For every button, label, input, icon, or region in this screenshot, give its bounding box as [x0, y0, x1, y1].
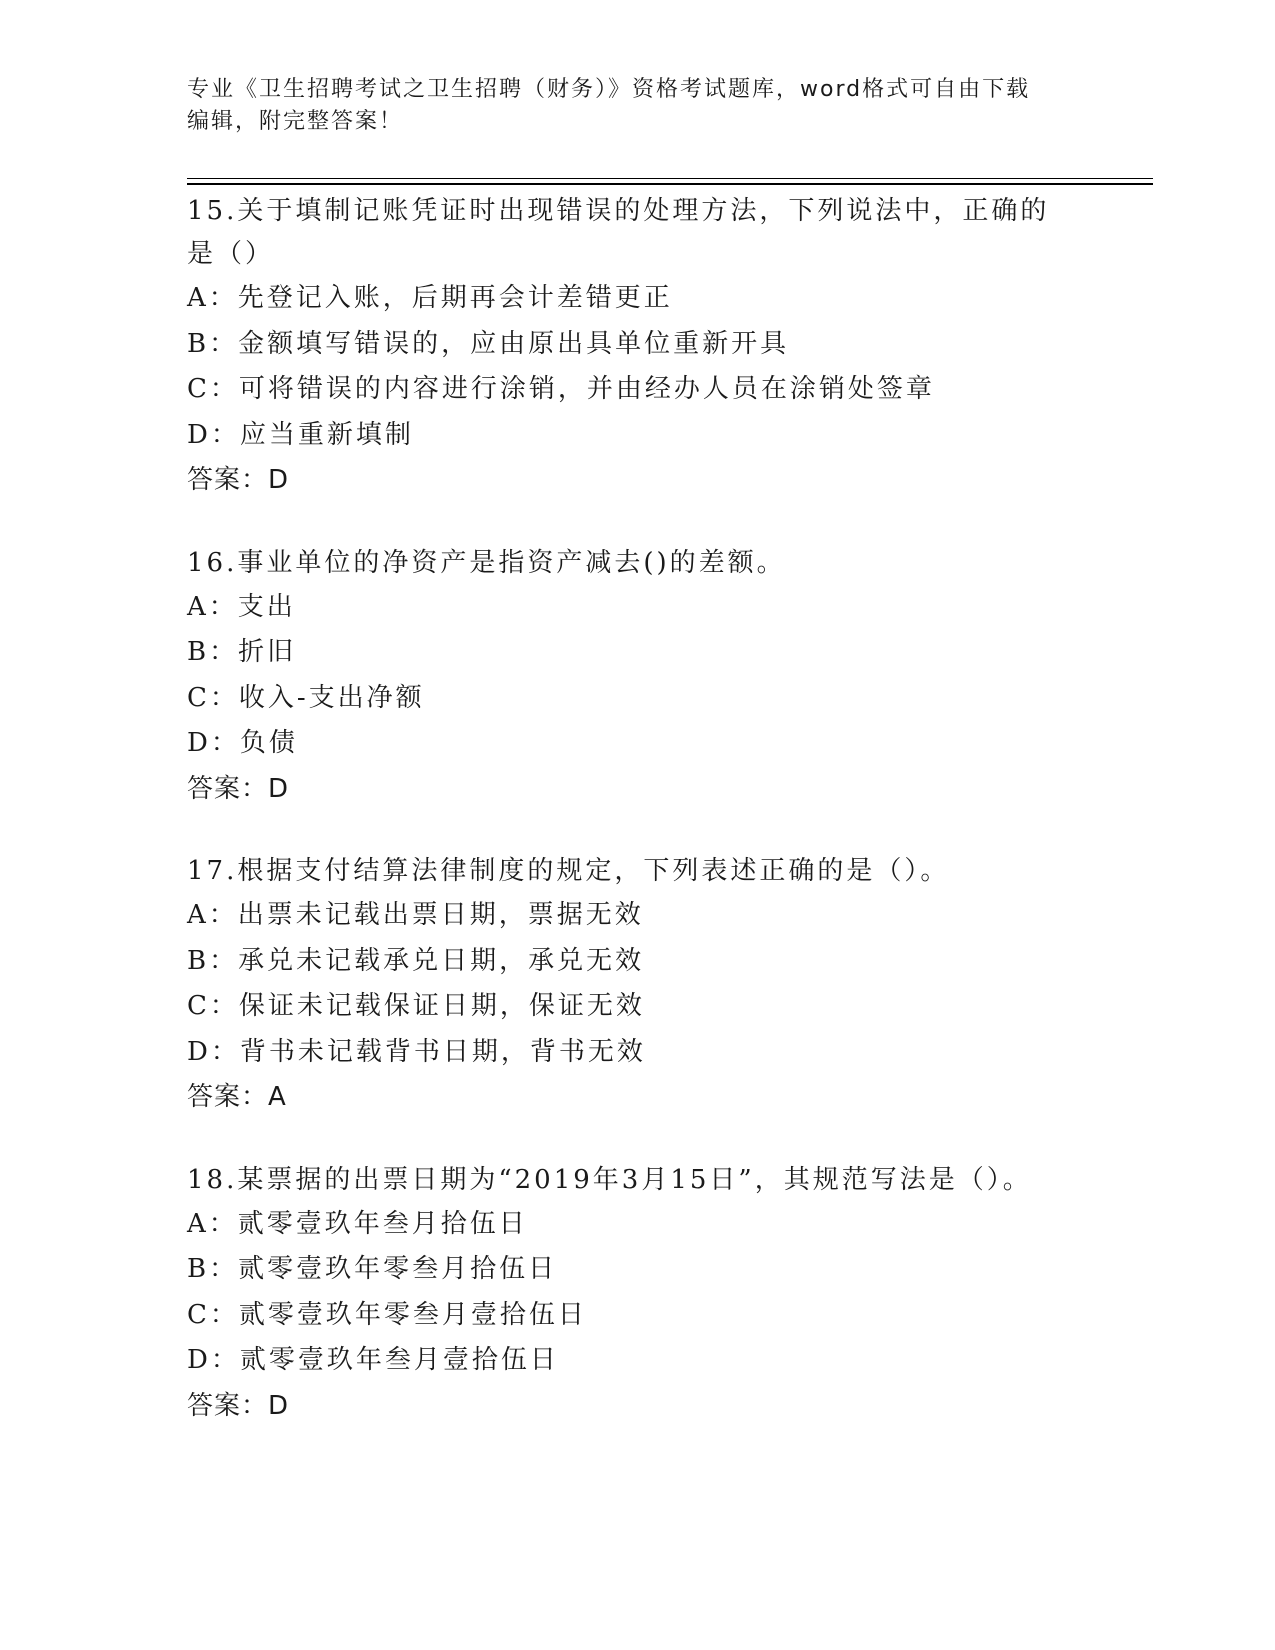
- header-line-2: 编辑，附完整答案！: [187, 109, 404, 134]
- option-a: A：出票未记载出票日期，票据无效: [187, 900, 644, 930]
- option-c: C：保证未记载保证日期，保证无效: [187, 991, 645, 1021]
- question-stem: 18.某票据的出票日期为“2019年3月15日”，其规范写法是（）。: [187, 1164, 1032, 1195]
- option-d: D：贰零壹玖年叁月壹拾伍日: [187, 1345, 559, 1375]
- question-stem: 15.关于填制记账凭证时出现错误的处理方法，下列说法中，正确的是（）: [187, 196, 1050, 269]
- option-a: A：先登记入账，后期再会计差错更正: [187, 283, 673, 313]
- header-line-1: 专业《卫生招聘考试之卫生招聘（财务）》资格考试题库，word格式可自由下载: [187, 77, 1031, 102]
- option-c: C：收入-支出净额: [187, 682, 425, 713]
- option-c: C：贰零壹玖年零叁月壹拾伍日: [187, 1299, 587, 1330]
- option-d: D：应当重新填制: [187, 419, 414, 450]
- question-17: [187, 850, 1087, 1121]
- header-rule-thick: [187, 183, 1153, 185]
- question-18: [187, 1159, 1087, 1430]
- option-d: D：负债: [187, 728, 298, 758]
- question-stem: 17.根据支付结算法律制度的规定，下列表述正确的是（）。: [187, 856, 950, 886]
- answer-label: 答案：D: [187, 1390, 290, 1421]
- answer-label: 答案：D: [187, 465, 290, 495]
- option-b: B：金额填写错误的，应由原出具单位重新开具: [187, 328, 790, 359]
- option-c: C：可将错误的内容进行涂销，并由经办人员在涂销处签章: [187, 374, 935, 404]
- option-b: B：承兑未记载承兑日期，承兑无效: [187, 945, 645, 976]
- option-a: A：支出: [187, 591, 296, 622]
- option-b: B：折旧: [187, 637, 297, 667]
- question-list: [187, 190, 1087, 1467]
- question-15: [187, 190, 1087, 504]
- answer-label: 答案：A: [187, 1082, 287, 1112]
- option-d: D：背书未记载背书日期，背书无效: [187, 1036, 646, 1067]
- option-b: B：贰零壹玖年零叁月拾伍日: [187, 1254, 558, 1284]
- question-16: [187, 542, 1087, 813]
- document-header: [187, 74, 1067, 138]
- header-rule-thin: [187, 178, 1153, 179]
- question-stem: 16.事业单位的净资产是指资产减去()的差额。: [187, 547, 786, 578]
- answer-label: 答案：D: [187, 773, 290, 804]
- option-a: A：贰零壹玖年叁月拾伍日: [187, 1208, 528, 1239]
